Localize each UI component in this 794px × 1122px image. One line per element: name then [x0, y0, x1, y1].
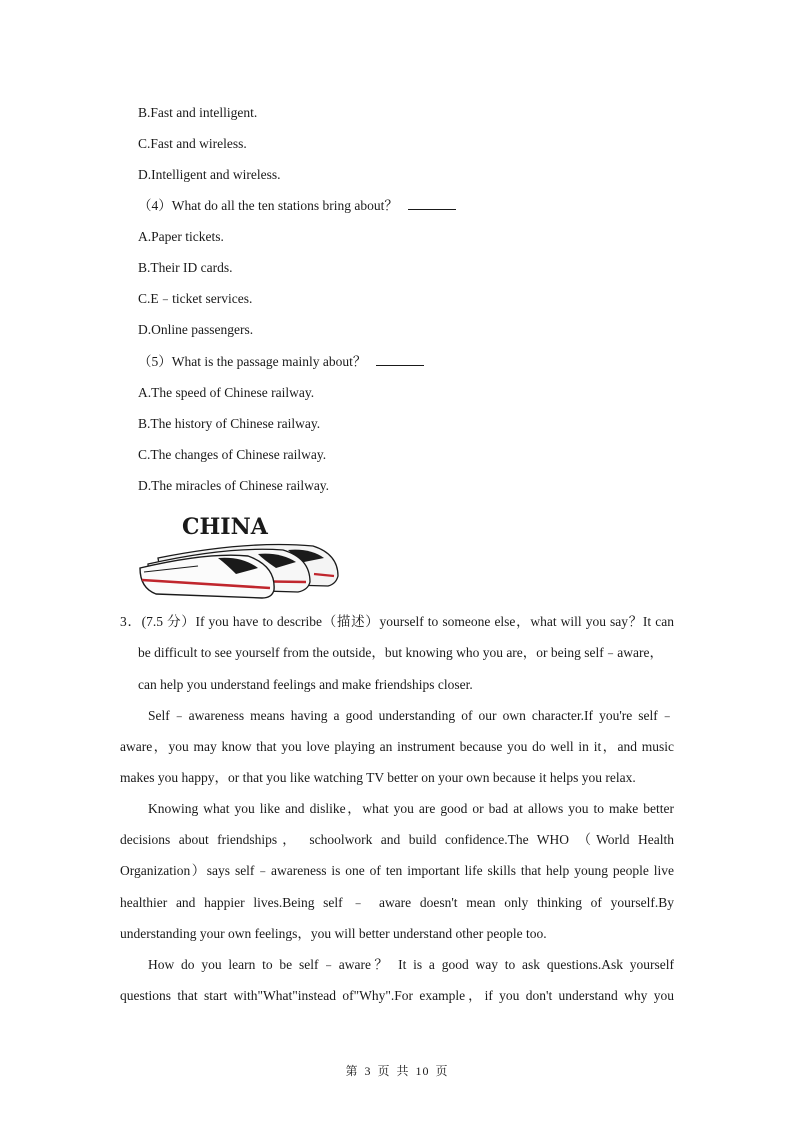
- q3-para3-line-2: decisions about friendships， schoolwork and build confidence.The WHO （World Health: [120, 832, 674, 847]
- question-2-4: [138, 197, 456, 215]
- q3-para3-line-3: Organization）says self﹣awareness is one of ten important life skills that help young people live: [120, 863, 674, 878]
- q3-para2-line-3: makes you happy，or that you like watching TV better on your own because it helps you relax.: [120, 770, 636, 785]
- question-2-5-stem: （5）What is the passage mainly about？: [138, 354, 367, 369]
- q3-para3-line-1: Knowing what you like and dislike，what you are good or bad at allows you to make better: [148, 801, 674, 816]
- footer-gong: 共: [396, 1064, 410, 1078]
- china-label: CHINA: [182, 514, 268, 540]
- footer-ye-end: 页: [435, 1064, 449, 1078]
- question-2-5: [138, 353, 424, 371]
- option-b-q2-5: B.The history of Chinese railway.: [138, 416, 321, 431]
- q3-para2-line-1: Self﹣awareness means having a good understanding of our own character.If you're self﹣: [148, 708, 674, 723]
- q3-para3-line-4: healthier and happier lives.Being self ﹣ aware doesn't mean only thinking of yourself.By: [120, 895, 674, 910]
- footer-di: 第: [345, 1064, 359, 1078]
- china-train-illustration: [138, 510, 343, 600]
- option-d-q2-5: D.The miracles of Chinese railway.: [138, 478, 330, 493]
- option-b-q2-3: B.Fast and intelligent.: [138, 105, 258, 120]
- q3-line-3: can help you understand feelings and make friendships closer.: [138, 677, 473, 692]
- answer-blank: [408, 197, 456, 210]
- option-c-q2-5: C.The changes of Chinese railway.: [138, 447, 327, 462]
- page-footer: [0, 1062, 794, 1079]
- option-b-q2-4: B.Their ID cards.: [138, 260, 233, 275]
- q3-line-1: 3．(7.5 分）If you have to describe（描述）yourself to someone else，what will you say？It can: [120, 614, 674, 629]
- footer-total-pages: 10: [415, 1064, 430, 1078]
- question-2-4-stem: （4）What do all the ten stations bring about？: [138, 198, 398, 213]
- option-c-q2-4: C.E﹣ticket services.: [138, 291, 253, 306]
- option-d-q2-3: D.Intelligent and wireless.: [138, 167, 281, 182]
- option-a-q2-4: A.Paper tickets.: [138, 229, 224, 244]
- q3-para3-line-5: understanding your own feelings，you will better understand other people too.: [120, 926, 547, 941]
- footer-ye: 页: [377, 1064, 391, 1078]
- q3-line-2: be difficult to see yourself from the outside，but knowing who you are，or being self﹣aware，: [138, 645, 663, 660]
- option-a-q2-5: A.The speed of Chinese railway.: [138, 385, 315, 400]
- q3-para4-line-2: questions that start with"What"instead of"Why".For example，if you don't understand why you: [120, 988, 674, 1003]
- footer-page-number: 3: [364, 1064, 372, 1078]
- option-d-q2-4: D.Online passengers.: [138, 322, 254, 337]
- q3-para2-line-2: aware，you may know that you love playing an instrument because you do well in it，and music: [120, 739, 674, 754]
- option-c-q2-3: C.Fast and wireless.: [138, 136, 247, 151]
- answer-blank: [376, 353, 424, 366]
- q3-para4-line-1: How do you learn to be self﹣aware？ It is a good way to ask questions.Ask yourself: [148, 957, 674, 972]
